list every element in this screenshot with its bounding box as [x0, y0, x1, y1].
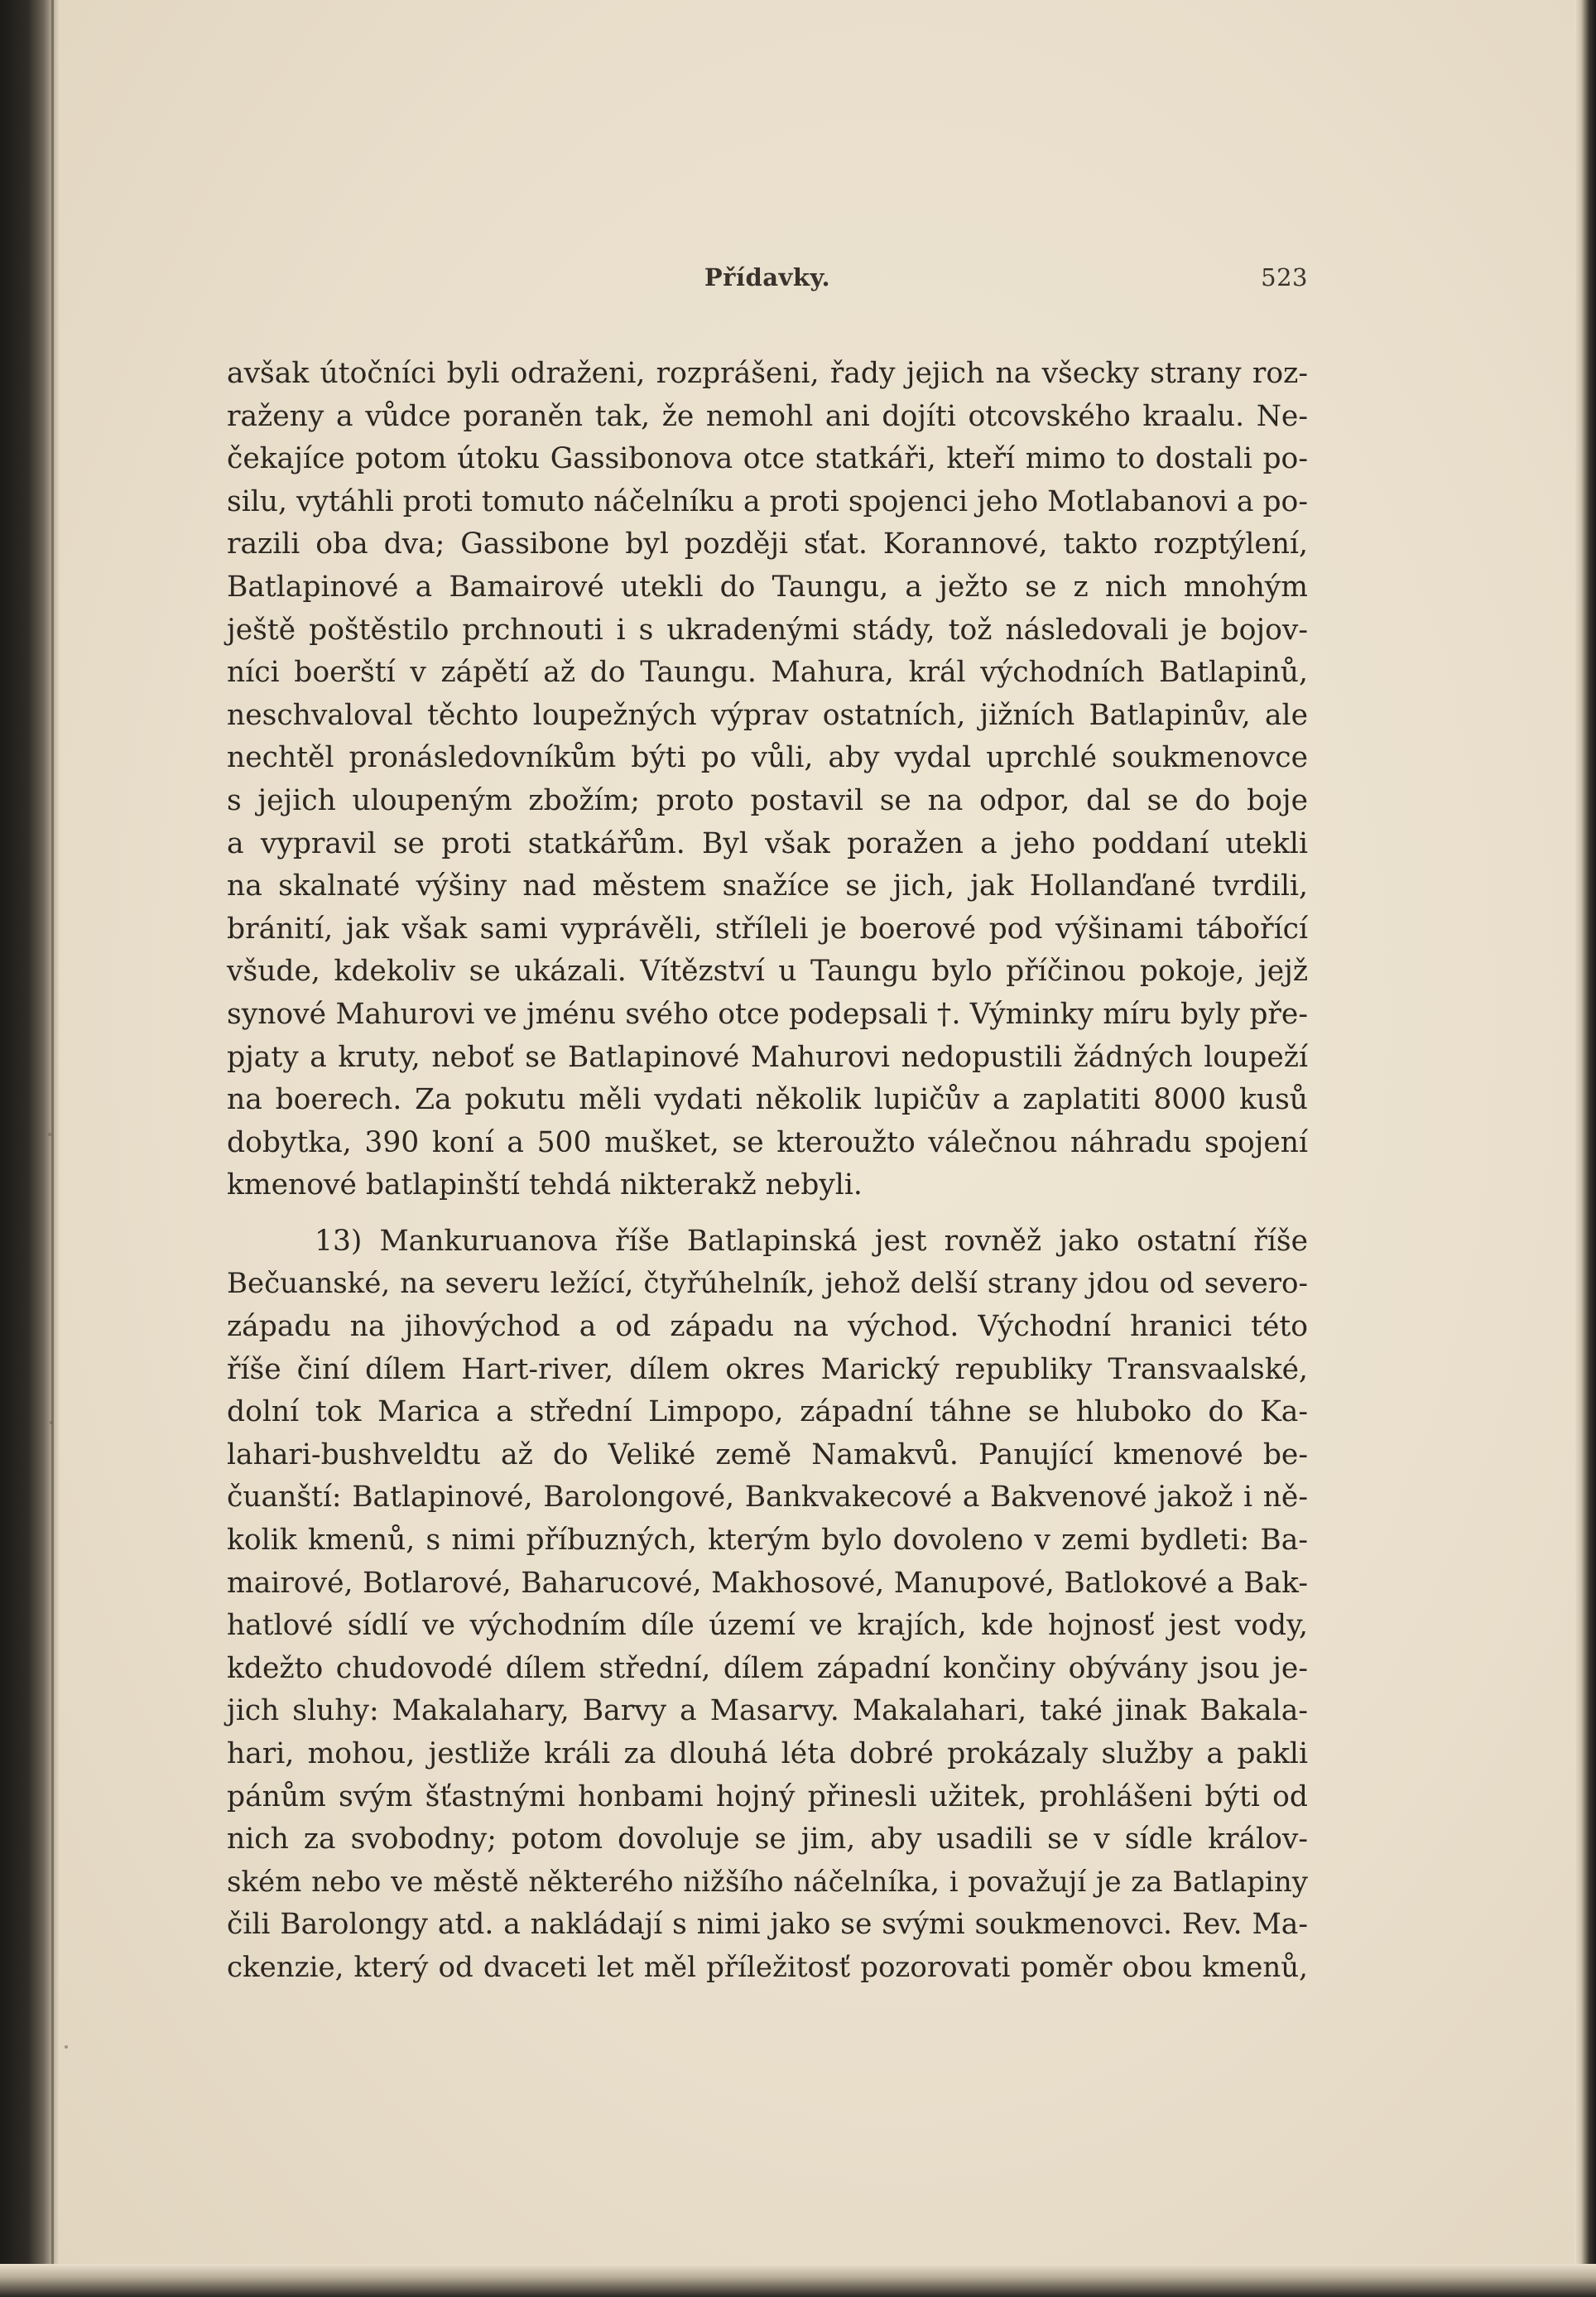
text-line: nich za svobodny; potom dovoluje se jim, aby usadili se v sídle králov- — [227, 1823, 1308, 1856]
text-line: na skalnaté výšiny nad městem snažíce se jich, jak Hollanďané tvrdili, — [227, 869, 1308, 903]
text-line: silu, vytáhli proti tomuto náčelníku a proti spojenci jeho Motlabanovi a po- — [227, 484, 1308, 518]
paper-speck — [48, 1133, 51, 1136]
text-line: mairové, Botlarové, Baharucové, Makhosové, Manupové, Batlokové a Bak- — [227, 1566, 1308, 1600]
text-line: ještě poštěstilo prchnouti i s ukradenými stády, tož následovali je bojov- — [227, 613, 1308, 647]
text-line: čili Barolongy atd. a nakládají s nimi jako se svými soukmenovci. Rev. Ma- — [227, 1908, 1308, 1942]
text-line: hari, mohou, jestliže králi za dlouhá léta dobré prokázaly služby a pakli — [227, 1737, 1308, 1770]
text-line: neschvaloval těchto loupežných výprav ostatních, jižních Batlapinův, ale — [227, 698, 1308, 732]
text-line: hatlové sídlí ve východním díle území ve krajích, kde hojnosť jest vody, — [227, 1609, 1308, 1643]
body-text — [227, 353, 1308, 1990]
text-line: s jejich uloupeným zbožím; proto postavil se na odpor, dal se do boje — [227, 783, 1308, 817]
text-line: říše činí dílem Hart-river, dílem okres Marický republiky Transvaalské, — [227, 1352, 1308, 1386]
binding-fold-line — [51, 0, 54, 2297]
text-line: raženy a vůdce poraněn tak, že nemohl ani dojíti otcovského kraalu. Ne- — [227, 399, 1308, 433]
text-line: čuanští: Batlapinové, Barolongové, Bankvakecové a Bakvenové jakož i ně- — [227, 1481, 1308, 1514]
text-line: synové Mahurovi ve jménu svého otce podepsali †. Výminky míru byly pře- — [227, 997, 1308, 1031]
text-line: pjaty a kruty, neboť se Batlapinové Mahurovi nedopustili žádných loupeží — [227, 1040, 1308, 1074]
page-bottom-edge — [0, 2264, 1596, 2297]
text-line: čekajíce potom útoku Gassibonova otce statkáři, kteří mimo to dostali po- — [227, 442, 1308, 476]
text-line: na boerech. Za pokutu měli vydati několik lupičův a zaplatiti 8000 kusů — [227, 1083, 1308, 1117]
text-line: kolik kmenů, s nimi příbuzných, kterým bylo dovoleno v zemi bydleti: Ba- — [227, 1524, 1308, 1558]
text-line: ském nebo ve městě některého nižšího náčelníka, i považují je za Batlapiny — [227, 1865, 1308, 1899]
running-head-title: Přídavky. — [704, 263, 831, 291]
page-content — [227, 263, 1308, 1990]
paper-speck — [65, 2045, 68, 2049]
text-line: pánům svým šťastnými honbami hojný přinesli užitek, prohlášeni býti od — [227, 1779, 1308, 1813]
text-line: razili oba dva; Gassibone byl později sťat. Korannové, takto rozptýlení, — [227, 527, 1308, 561]
text-line: jich sluhy: Makalahary, Barvy a Masarvy. Makalahari, také jinak Bakala- — [227, 1694, 1308, 1728]
text-line: dolní tok Marica a střední Limpopo, západní táhne se hluboko do Ka- — [227, 1395, 1308, 1429]
text-line: avšak útočníci byli odraženi, rozprášeni, řady jejich na všecky strany roz- — [227, 357, 1308, 390]
text-line: dobytka, 390 koní a 500 mušket, se kteroužto válečnou náhradu spojení — [227, 1125, 1308, 1159]
text-line: západu na jihovýchod a od západu na východ. Východní hranici této — [227, 1310, 1308, 1344]
page-right-edge — [1574, 0, 1596, 2297]
text-line: níci boerští v zápětí až do Taungu. Mahura, král východních Batlapinů, — [227, 656, 1308, 690]
text-line: Batlapinové a Bamairové utekli do Taungu, a ježto se z nich mnohým — [227, 570, 1308, 604]
text-line: nechtěl pronásledovníkům býti po vůli, aby vydal uprchlé soukmenovce — [227, 741, 1308, 775]
text-line: ckenzie, který od dvaceti let měl příležitosť pozorovati poměr obou kmenů, — [227, 1950, 1308, 1984]
text-line: všude, kdekoliv se ukázali. Vítězství u Taungu bylo příčinou pokoje, jejž — [227, 955, 1308, 989]
text-line: 13) Mankuruanova říše Batlapinská jest rovněž jako ostatní říše — [315, 1224, 1308, 1258]
paragraph-gap — [227, 1207, 1308, 1221]
text-line: kdežto chudovodé dílem střední, dílem západní končiny obývány jsou je- — [227, 1651, 1308, 1685]
paper-speck — [50, 1421, 53, 1424]
paragraph-2 — [227, 1221, 1308, 1990]
paragraph-1 — [227, 353, 1308, 1207]
text-line: bránití, jak však sami vyprávěli, stříleli je boerové pod výšinami tábořící — [227, 912, 1308, 946]
page-number: 523 — [1261, 263, 1308, 291]
text-line: Bečuanské, na severu ležící, čtyřúhelník, jehož delší strany jdou od severo- — [227, 1267, 1308, 1301]
text-line: a vypravil se proti statkářům. Byl však poražen a jeho poddaní utekli — [227, 826, 1308, 860]
running-head — [227, 263, 1308, 301]
text-line: kmenové batlapinští tehdá nikterakž nebyli. — [227, 1168, 863, 1202]
text-line: lahari-bushveldtu až do Veliké země Namakvů. Panující kmenové be- — [227, 1437, 1308, 1471]
